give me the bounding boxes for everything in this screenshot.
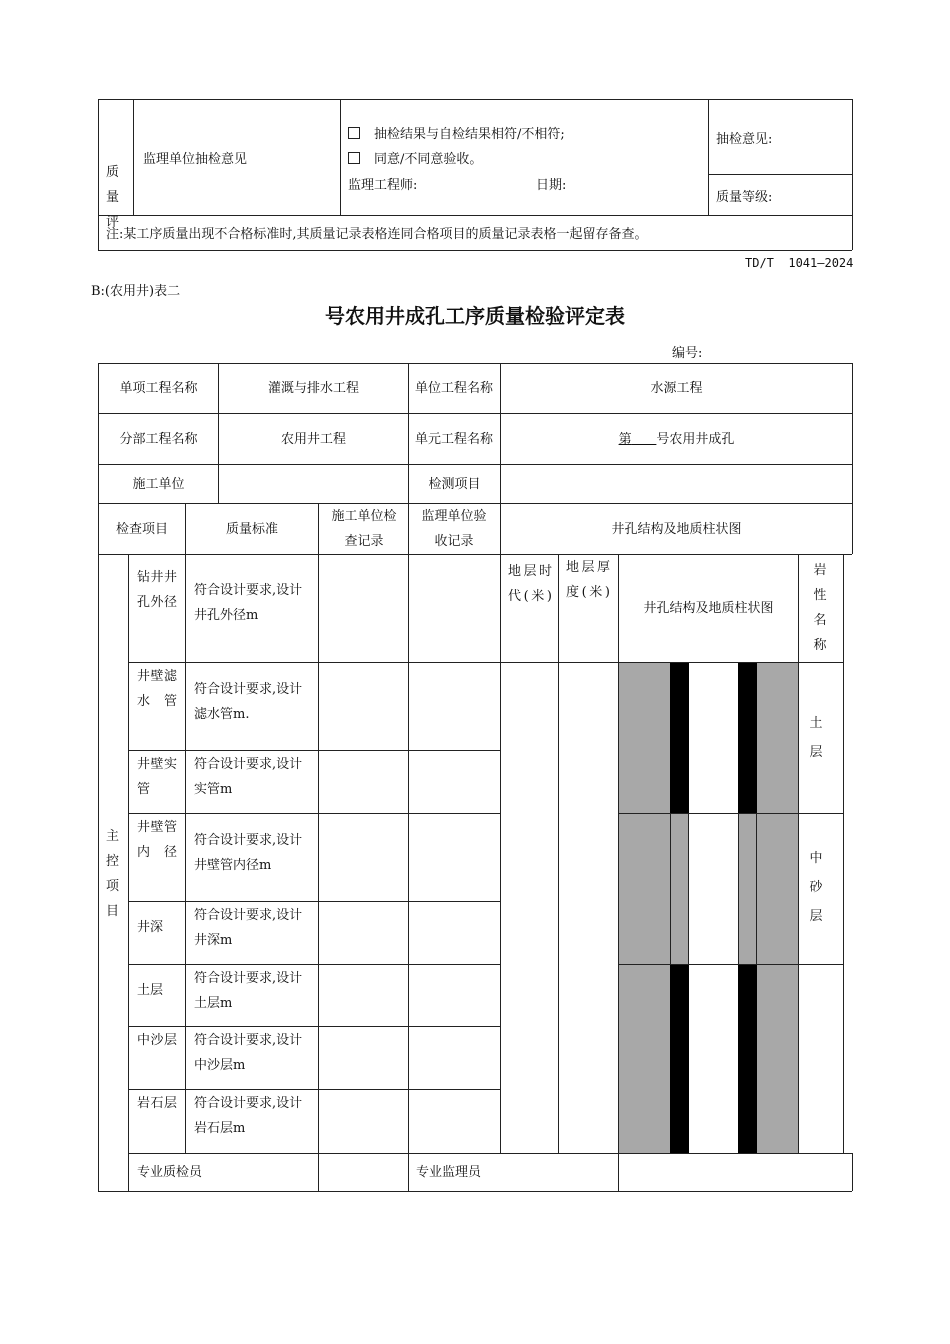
formation-fill — [757, 663, 798, 813]
standard-cell: 符合设计要求,设计实管m — [194, 757, 303, 797]
item-project-label: 单项工程名称 — [119, 381, 198, 396]
standard-cell: 符合设计要求,设计土层m — [194, 971, 303, 1011]
standard-cell: 符合设计要求,设计井壁管内径m — [194, 833, 303, 873]
formation-fill — [619, 965, 670, 1153]
part-project-label: 分部工程名称 — [119, 431, 198, 447]
standard-cell: 符合设计要求,设计中沙层m — [194, 1033, 303, 1073]
check-item-header: 检查项目 — [115, 521, 168, 537]
lithology-medium-sand: 中砂层 — [809, 851, 823, 924]
unit-project-value: 水源工程 — [650, 381, 703, 396]
lithology-name-header: 岩性名称 — [813, 563, 827, 653]
item-cell: 土层 — [137, 983, 164, 998]
item-cell: 岩石层 — [137, 1096, 177, 1111]
engineer-label: 监理工程师: — [348, 178, 418, 193]
lithology-soil: 土层 — [809, 716, 823, 760]
part-project-value: 农用井工程 — [280, 431, 346, 447]
option-accept[interactable]: 同意/不同意验收。 — [348, 148, 482, 167]
standard-cell: 符合设计要求,设计井孔外径m — [194, 583, 303, 623]
inspection-item-label: 检测项目 — [428, 476, 481, 492]
standard-code: TD/T 1041—2024 — [745, 256, 854, 270]
appendix-label: B:(农用井)表二 — [91, 284, 181, 299]
element-project-label: 单元工程名称 — [414, 431, 493, 447]
column-diagram-header: 井孔结构及地质柱状图 — [611, 521, 742, 537]
item-project-value: 灌溉与排水工程 — [267, 381, 359, 396]
option-match[interactable]: 抽检结果与自检结果相符/不相符; — [348, 123, 565, 142]
date-label: 日期: — [536, 178, 567, 193]
diagram-subheader: 井孔结构及地质柱状图 — [643, 601, 774, 616]
standard-cell: 符合设计要求,设计岩石层m — [194, 1096, 303, 1136]
casing-wall — [670, 965, 689, 1153]
screen-pipe — [738, 814, 757, 964]
well-number-blank[interactable]: 第 — [618, 431, 632, 447]
formation-fill — [757, 965, 798, 1153]
casing-wall — [738, 663, 757, 813]
quality-grade-label: 质量等级: — [716, 190, 773, 205]
note-text: 注:某工序质量出现不合格标准时,其质量记录表格连同合格项目的质量记录表格一起留存备查。 — [106, 227, 648, 242]
serial-number-label: 编号: — [672, 346, 703, 361]
item-cell: 钻井井孔外径 — [137, 570, 177, 610]
supervisor-label: 专业监理员 — [416, 1165, 482, 1180]
constructor-label: 施工单位 — [132, 476, 185, 492]
formation-fill — [757, 814, 798, 964]
main-control-label: 主控项目 — [106, 829, 120, 919]
item-cell: 井壁滤水管 — [137, 669, 177, 709]
element-project-value: 第 号农用井成孔 — [501, 414, 852, 464]
formation-fill — [619, 814, 670, 964]
item-cell: 井深 — [137, 920, 164, 935]
casing-wall — [738, 965, 757, 1153]
standard-header: 质量标准 — [225, 521, 278, 537]
item-cell: 井壁实管 — [137, 757, 177, 797]
quality-eval-label: 质量评 — [106, 165, 120, 230]
inspection-opinion-label: 抽检意见: — [716, 132, 773, 147]
stratum-age-header: 地层时代(米) — [508, 564, 552, 604]
item-cell: 井壁管内径 — [137, 820, 177, 860]
supervision-opinion-label: 监理单位抽检意见 — [143, 152, 248, 167]
standard-cell: 符合设计要求,设计滤水管m. — [194, 682, 303, 722]
item-cell: 中沙层 — [137, 1033, 177, 1048]
quality-inspector-label: 专业质检员 — [137, 1165, 203, 1180]
standard-cell: 符合设计要求,设计井深m — [194, 908, 303, 948]
supervisor-record-header: 监理单位验收记录 — [421, 509, 487, 549]
unit-project-label: 单位工程名称 — [414, 381, 493, 396]
casing-wall — [670, 663, 689, 813]
checkbox[interactable] — [348, 127, 360, 139]
checkbox[interactable] — [348, 152, 360, 164]
page-title: 号农用井成孔工序质量检验评定表 — [325, 304, 625, 328]
constructor-record-header: 施工单位检查记录 — [331, 509, 397, 549]
screen-pipe — [670, 814, 689, 964]
formation-fill — [619, 663, 670, 813]
layer-thickness-header: 地层厚度(米) — [566, 560, 610, 600]
